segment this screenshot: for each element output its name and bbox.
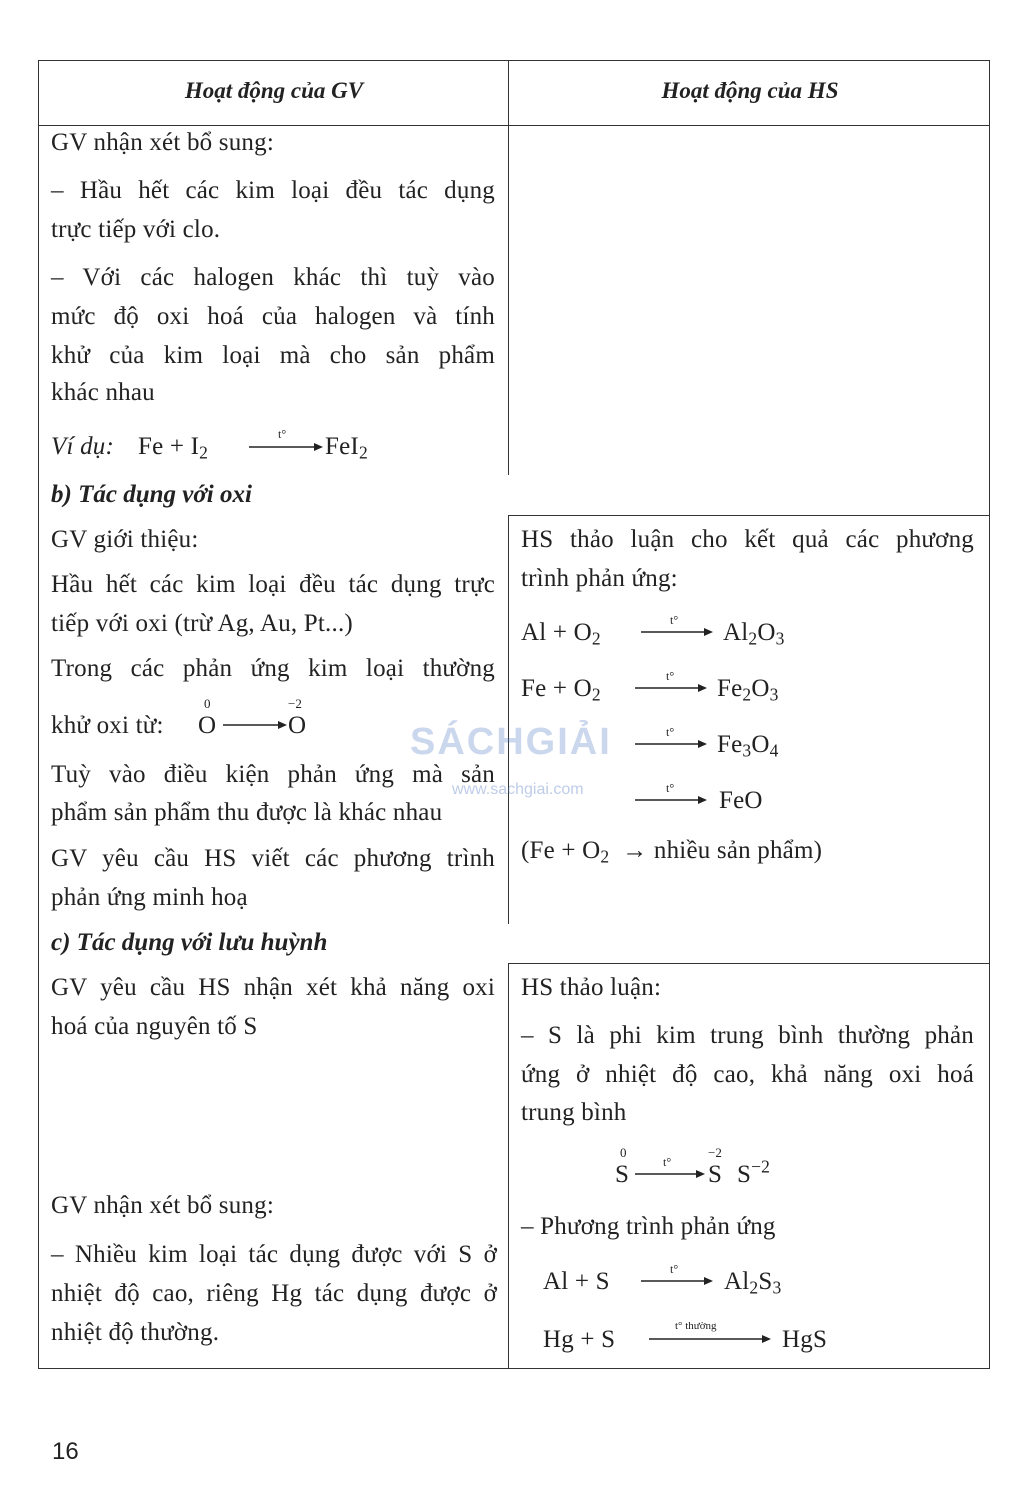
- heat-label: t°: [666, 725, 675, 739]
- header-gv: Hoạt động của GV: [184, 78, 364, 103]
- product-fe3o4: $Fe_3O_4$: [717, 731, 779, 761]
- reaction-arrow: [640, 625, 714, 639]
- gv-c-line: GV nhận xét bổ sung:: [51, 1192, 274, 1219]
- hs-c-line: ứng ở nhiệt độ cao, khả năng oxi hoá: [521, 1061, 974, 1088]
- equation-al-o2-lhs: $Al + O_2$: [521, 619, 601, 649]
- gv-c-line: GV yêu cầu HS nhận xét khả năng oxi: [51, 974, 495, 1001]
- hs-c-line: – S là phi kim trung bình thường phản: [521, 1022, 974, 1049]
- reaction-arrow: [634, 681, 708, 695]
- column-divider-a: [508, 60, 509, 475]
- section-b-right-line: [508, 515, 990, 516]
- oxidation-state-from: 0: [204, 696, 211, 711]
- reaction-arrow: [648, 1332, 772, 1346]
- note-many-products: ($Fe + O_2$ → nhiều sản phẩm): [521, 837, 823, 867]
- header-divider: [38, 125, 990, 126]
- hs-c-line: trung bình: [521, 1099, 627, 1126]
- heat-label: t°: [666, 669, 675, 683]
- reaction-arrow: [634, 793, 708, 807]
- gv-c-line: nhiệt độ cao, riêng Hg tác dụng được ở: [51, 1280, 497, 1307]
- gv-a-line: GV nhận xét bổ sung:: [51, 129, 274, 156]
- hs-c-line: HS thảo luận:: [521, 974, 662, 1001]
- equation-fe-o2-lhs: $Fe + O_2$: [521, 675, 601, 705]
- gv-b-line: Tuỳ vào điều kiện phản ứng mà sản: [51, 761, 495, 788]
- gv-b-line: Trong các phản ứng kim loại thường: [51, 655, 495, 682]
- sulfide-ion: $S^{-2}$: [737, 1156, 771, 1188]
- example-label: Ví dụ:: [51, 433, 114, 460]
- hs-b-line: HS thảo luận cho kết quả các phương: [521, 526, 974, 553]
- equation-al-s-rhs: $Al_2S_3$: [724, 1268, 782, 1298]
- page-number: 16: [52, 1438, 79, 1465]
- gv-b-line: GV yêu cầu HS viết các phương trình: [51, 845, 495, 872]
- heat-label: t°: [666, 781, 675, 795]
- oxidation-state-to: −2: [288, 696, 302, 711]
- heat-label: t°: [278, 427, 287, 441]
- oxidation-state-from: 0: [620, 1145, 627, 1160]
- reaction-arrow: [634, 737, 708, 751]
- example-equation-lhs: $Fe + I_2$: [138, 433, 209, 463]
- equation-al-o2-rhs: $Al_2O_3$: [723, 619, 785, 649]
- gv-a-line: khác nhau: [51, 379, 155, 406]
- gv-b-line: phẩm sản phẩm thu được là khác nhau: [51, 799, 443, 826]
- equation-hg-s-lhs: Hg + S: [543, 1326, 616, 1353]
- reaction-arrow: [248, 440, 324, 454]
- product-fe2o3: $Fe_2O_3$: [717, 675, 779, 705]
- sulfur-symbol: S: [708, 1161, 723, 1188]
- reaction-arrow: [222, 718, 288, 732]
- gv-b-line: tiếp với oxi (trừ Ag, Au, Pt...): [51, 610, 353, 637]
- equation-al-s-lhs: Al + S: [543, 1268, 610, 1295]
- heat-label: t°: [670, 1262, 679, 1276]
- activity-table: [38, 60, 990, 1369]
- section-c-right-line: [508, 963, 990, 964]
- oxygen-symbol: O: [198, 712, 217, 739]
- gv-b-line: GV giới thiệu:: [51, 526, 199, 553]
- gv-a-line: khử của kim loại mà cho sản phẩm: [51, 342, 495, 369]
- example-equation-rhs: FeI$_2$: [325, 433, 368, 463]
- gv-a-line: mức độ oxi hoá của halogen và tính: [51, 303, 495, 330]
- watermark-url: www.sachgiai.com: [452, 781, 584, 798]
- heat-condition-label: t° thường: [675, 1320, 717, 1332]
- gv-a-line: trực tiếp với clo.: [51, 216, 221, 243]
- gv-b-line: Hầu hết các kim loại đều tác dụng trực: [51, 571, 495, 598]
- gv-c-line: hoá của nguyên tố S: [51, 1013, 258, 1040]
- column-divider-b: [508, 515, 509, 924]
- hs-c-line: – Phương trình phản ứng: [521, 1213, 776, 1240]
- column-divider-c: [508, 963, 509, 1369]
- heat-label: t°: [670, 613, 679, 627]
- section-b-title: b) Tác dụng với oxi: [51, 481, 252, 508]
- gv-b-line: phản ứng minh hoạ: [51, 884, 248, 911]
- heat-label: t°: [663, 1155, 672, 1169]
- gv-b-line: khử oxi từ:: [51, 712, 164, 739]
- equation-hg-s-rhs: HgS: [782, 1326, 828, 1353]
- header-hs: Hoạt động của HS: [661, 78, 839, 103]
- gv-a-line: – Hầu hết các kim loại đều tác dụng: [51, 177, 495, 204]
- gv-c-line: – Nhiều kim loại tác dụng được với S ở: [51, 1241, 497, 1268]
- product-feo: FeO: [719, 787, 763, 814]
- gv-a-line: – Với các halogen khác thì tuỳ vào: [51, 264, 495, 291]
- gv-c-line: nhiệt độ thường.: [51, 1319, 220, 1346]
- watermark-logo: SÁCHGIẢI: [410, 721, 612, 763]
- sulfur-symbol: S: [615, 1161, 630, 1188]
- hs-b-line: trình phản ứng:: [521, 565, 678, 592]
- oxygen-symbol: O: [288, 712, 307, 739]
- oxidation-state-to: −2: [708, 1145, 722, 1160]
- section-c-title: c) Tác dụng với lưu huỳnh: [51, 929, 328, 956]
- reaction-arrow: [634, 1167, 706, 1181]
- reaction-arrow: [640, 1274, 714, 1288]
